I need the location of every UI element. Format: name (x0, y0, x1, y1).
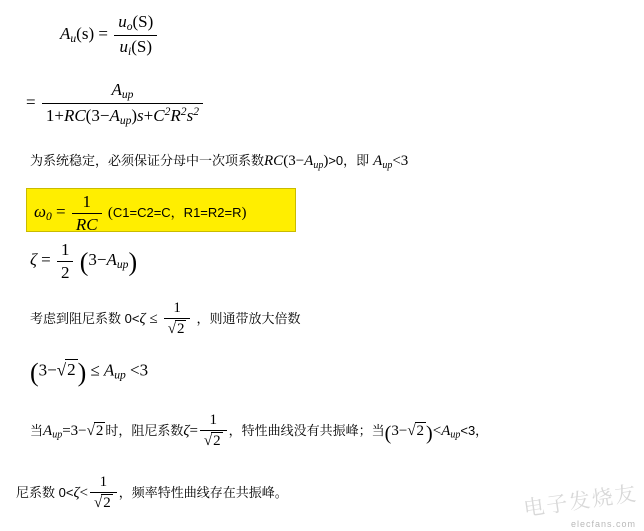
eq2-num-sub: up (121, 88, 134, 102)
zeta-symbol: ζ (30, 249, 37, 269)
eq2-den-close: ) (131, 105, 138, 125)
eq2-numerator (42, 80, 203, 104)
omega-equals: = (56, 201, 66, 221)
eq2-den-s2sup: 2 (193, 104, 199, 118)
equation-transfer-expanded (26, 80, 205, 127)
damping-frac-den-val: 2 (176, 321, 185, 338)
damping-zeta: ζ (139, 310, 146, 327)
eq1-lhs-sub: u (70, 32, 77, 46)
eq2-denominator (42, 104, 203, 127)
peak-zeta: ζ (183, 422, 190, 439)
peak-eq1: =3 (62, 422, 79, 439)
damping-fraction (164, 300, 191, 339)
peak-A2sub: up (450, 429, 461, 441)
eq2-den-s2: s (186, 105, 194, 125)
zeta-minus: − (96, 249, 107, 269)
peak-text2: 时，阻尼系数 (105, 422, 184, 438)
eq2-den-Rsup: 2 (180, 104, 187, 118)
damping-text-before: 考虑到阻尼系数 0< (30, 310, 140, 326)
zeta-fraction (57, 240, 74, 282)
eq2-den-plus2: + (143, 105, 154, 125)
eq1-numerator (114, 12, 157, 36)
last-lt: < (79, 484, 88, 501)
equation-zeta (30, 240, 137, 282)
zeta-num: 1 (57, 240, 74, 262)
zeta-equals: = (41, 249, 51, 269)
line-resonance-peak (30, 412, 488, 451)
eq1-lhs-A: A (60, 23, 71, 43)
range-three: 3 (38, 360, 48, 380)
eq2-den-A: A (109, 105, 120, 125)
omega-note: C1=C2=C，R1=R2=R (112, 204, 242, 220)
eq2-fraction (42, 80, 203, 127)
stability-text-before: 为系统稳定，必须保证分母中一次项系数 (30, 153, 265, 168)
zeta-three: 3 (88, 249, 97, 269)
eq2-den-Asub: up (119, 113, 132, 127)
stability-A2: A (373, 153, 383, 169)
eq1-lhs-arg: (s) (76, 23, 95, 43)
eq2-equals: = (26, 92, 36, 112)
watermark-url: elecfans.com (570, 519, 636, 529)
line-stability (30, 150, 408, 171)
range-open-paren: ( (30, 358, 39, 387)
stability-open: ( (283, 153, 289, 169)
equation-transfer-function (60, 12, 159, 58)
omega-note-open: ( (107, 204, 113, 221)
eq1-num-sub: o (126, 20, 133, 34)
last-frac-den (90, 493, 117, 512)
eq2-den-open: ( (85, 105, 92, 125)
range-A: A (103, 360, 115, 380)
zeta-A: A (106, 249, 117, 269)
last-zeta: ζ (73, 484, 80, 501)
eq2-den-RC: RC (63, 105, 86, 125)
omega-num: 1 (72, 192, 102, 214)
zeta-close-paren: ) (128, 247, 138, 277)
stability-three: 3 (288, 153, 296, 169)
stability-close: ) (323, 153, 329, 169)
eq1-fraction (114, 12, 157, 58)
omega-den-C: C (86, 214, 98, 234)
eq1-equals: = (98, 23, 108, 43)
peak-three2: 3 (391, 422, 399, 439)
peak-two1: 2 (95, 422, 104, 439)
peak-open2: ( (384, 422, 392, 445)
peak-two2: 2 (416, 422, 425, 439)
eq2-den-one: 1 (45, 105, 55, 125)
zeta-open-paren: ( (79, 247, 89, 277)
peak-text3: ，特性曲线没有共振峰；当 (228, 422, 385, 438)
zeta-Asub: up (116, 258, 129, 272)
eq2-den-R: R (170, 105, 181, 125)
watermark-logo: 电子发烧友 (522, 482, 640, 521)
omega-sub: 0 (46, 210, 52, 224)
peak-minus2: − (398, 422, 408, 439)
last-frac-den-val: 2 (103, 495, 111, 512)
stability-gt-zero: >0， (328, 153, 357, 168)
damping-le: ≤ (149, 310, 158, 327)
eq1-num-u: u (118, 12, 127, 31)
last-frac-num: 1 (90, 474, 117, 493)
line-last (16, 474, 288, 513)
range-lt-three: <3 (130, 360, 149, 380)
eq2-den-three: 3 (91, 105, 100, 125)
omega-symbol: ω (34, 201, 47, 221)
omega-den-R: R (75, 214, 87, 234)
sqrt-icon: √ (167, 321, 176, 338)
eq1-num-arg: (S) (132, 12, 154, 31)
eq1-denominator (114, 36, 157, 59)
peak-frac-num: 1 (200, 412, 227, 431)
stability-lt-three: <3 (392, 153, 409, 169)
omega-note-close: ) (241, 204, 247, 221)
eq2-den-minus: − (99, 105, 110, 125)
peak-eq2: = (189, 422, 198, 439)
equation-gain-range (30, 358, 148, 388)
range-Asub: up (114, 368, 126, 382)
peak-A2: A (441, 422, 451, 439)
peak-close2: ) (426, 422, 433, 445)
eq2-num-A: A (111, 80, 122, 99)
sqrt-icon: √ (86, 422, 95, 439)
line-damping (30, 300, 301, 339)
eq2-den-C: C (153, 105, 165, 125)
omega-den (72, 214, 102, 235)
stability-A2sub: up (382, 159, 393, 171)
peak-frac-den-val: 2 (213, 433, 221, 450)
equation-omega0 (34, 192, 247, 234)
stability-Asub: up (313, 159, 324, 171)
range-two: 2 (67, 360, 76, 380)
eq2-den-s: s (137, 105, 144, 125)
last-fraction (90, 474, 117, 513)
range-le: ≤ (90, 360, 100, 380)
eq1-den-sub: i (128, 44, 132, 58)
range-minus: − (47, 360, 57, 380)
peak-text1: 当 (30, 422, 44, 438)
peak-text4: <3， (460, 422, 489, 438)
peak-A1sub: up (52, 429, 63, 441)
damping-frac-den (164, 319, 191, 338)
peak-lt: < (432, 422, 442, 439)
peak-fraction (200, 412, 227, 451)
range-close-paren: ) (77, 358, 87, 387)
eq1-den-arg: (S) (131, 36, 152, 56)
omega-fraction (72, 192, 102, 234)
eq1-den-u: u (119, 36, 128, 56)
eq2-den-Csup: 2 (164, 104, 171, 118)
peak-frac-den (200, 431, 227, 450)
last-text1: 尼系数 0< (16, 484, 74, 500)
sqrt-icon: √ (56, 360, 67, 380)
damping-text-after: ，则通带放大倍数 (196, 310, 301, 326)
last-text2: ，频率特性曲线存在共振峰。 (118, 484, 288, 500)
stability-then: 即 (356, 153, 370, 168)
stability-minus: − (295, 153, 305, 169)
sqrt-icon: √ (407, 422, 416, 439)
zeta-den: 2 (60, 262, 70, 282)
sqrt-icon: √ (203, 433, 213, 450)
damping-frac-num: 1 (164, 300, 191, 319)
sqrt-icon: √ (93, 495, 103, 512)
stability-RC: RC (264, 153, 284, 169)
eq2-den-plus: + (54, 105, 64, 125)
stability-A: A (304, 153, 314, 169)
peak-A1: A (43, 422, 53, 439)
peak-minus1: − (78, 422, 87, 439)
